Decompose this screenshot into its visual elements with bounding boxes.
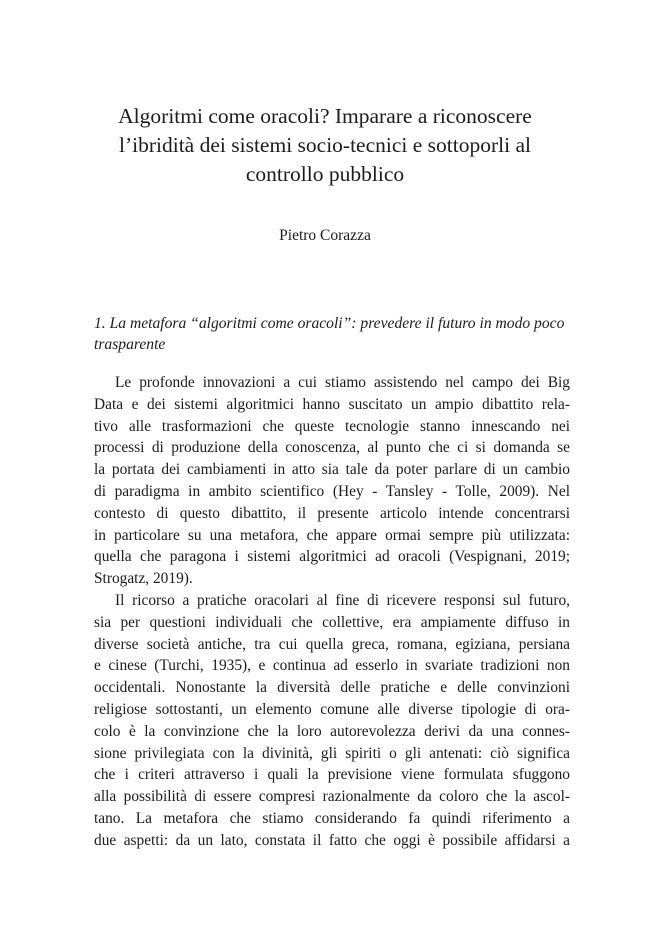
section-heading: [94, 313, 574, 355]
paragraph-1: [94, 372, 570, 590]
text-line: e cinese (Turchi, 1935), e continua ad esserlo in svariate tradizioni non: [94, 657, 570, 675]
text-line: Il ricorso a pratiche oracolari al fine di ricevere responsi sul futuro,: [115, 591, 570, 609]
author-name: Pietro Corazza: [279, 227, 371, 244]
text-line: di paradigma in ambito scientifico (Hey - Tansley - Tolle, 2009). Nel: [94, 482, 570, 500]
text-line: due aspetti: da un lato, constata il fatto che oggi è possibile affidarsi a: [94, 831, 570, 849]
text-line: diverse società antiche, tra cui quella greca, romana, egiziana, persiana: [94, 635, 570, 653]
text-line: che i criteri attraverso i quali la previsione viene formulata sfuggono: [94, 766, 570, 784]
text-line: occidentali. Nonostante la diversità delle pratiche e delle convinzioni: [94, 679, 570, 697]
text-line: sione privilegiata con la divinità, gli spiriti o gli antenati: ciò significa: [94, 744, 570, 762]
paragraph-2: [94, 590, 570, 852]
title-line: controllo pubblico: [245, 162, 405, 186]
text-line: contesto di questo dibattito, il presente articolo intende concentrarsi: [94, 504, 570, 522]
text-line: in particolare su una metafora, che appare ormai sempre più utilizzata:: [94, 526, 570, 544]
text-line: colo è la convinzione che la loro autorevolezza derivi da una connes-: [94, 722, 570, 740]
heading-line: trasparente: [94, 336, 166, 353]
text-line: tivo alle trasformazioni che queste tecnologie stanno innescando nei: [94, 417, 570, 435]
text-line: Data e dei sistemi algoritmici hanno suscitato un ampio dibattito rela-: [94, 395, 570, 413]
title-line: l’ibridità dei sistemi socio-tecnici e sottoporli al: [119, 133, 531, 157]
title-line: Algoritmi come oracoli? Imparare a riconoscere: [118, 104, 532, 128]
body-text: [94, 372, 570, 852]
heading-line: 1. La metafora “algoritmi come oracoli”: prevedere il futuro in modo poco: [94, 315, 565, 332]
text-line: Strogatz, 2019).: [94, 570, 193, 588]
text-line: processi di produzione della conoscenza, al punto che ci si domanda se: [94, 439, 570, 457]
text-line: sia per questioni individuali che collettive, era ampiamente diffuso in: [94, 613, 570, 631]
article-title: [60, 102, 590, 189]
text-line: la portata dei cambiamenti in atto sia tale da poter parlare di un cambio: [94, 461, 570, 479]
text-line: Le profonde innovazioni a cui stiamo assistendo nel campo dei Big: [115, 374, 570, 391]
text-line: alla possibilità di essere compresi razionalmente da coloro che la ascol-: [94, 788, 570, 806]
text-line: quella che paragona i sistemi algoritmici ad oracoli (Vespignani, 2019;: [94, 548, 570, 566]
text-line: religiose sottostanti, un elemento comune alle diverse tipologie di ora-: [94, 700, 570, 718]
text-line: tano. La metafora che stiamo considerando fa quindi riferimento a: [94, 809, 570, 827]
